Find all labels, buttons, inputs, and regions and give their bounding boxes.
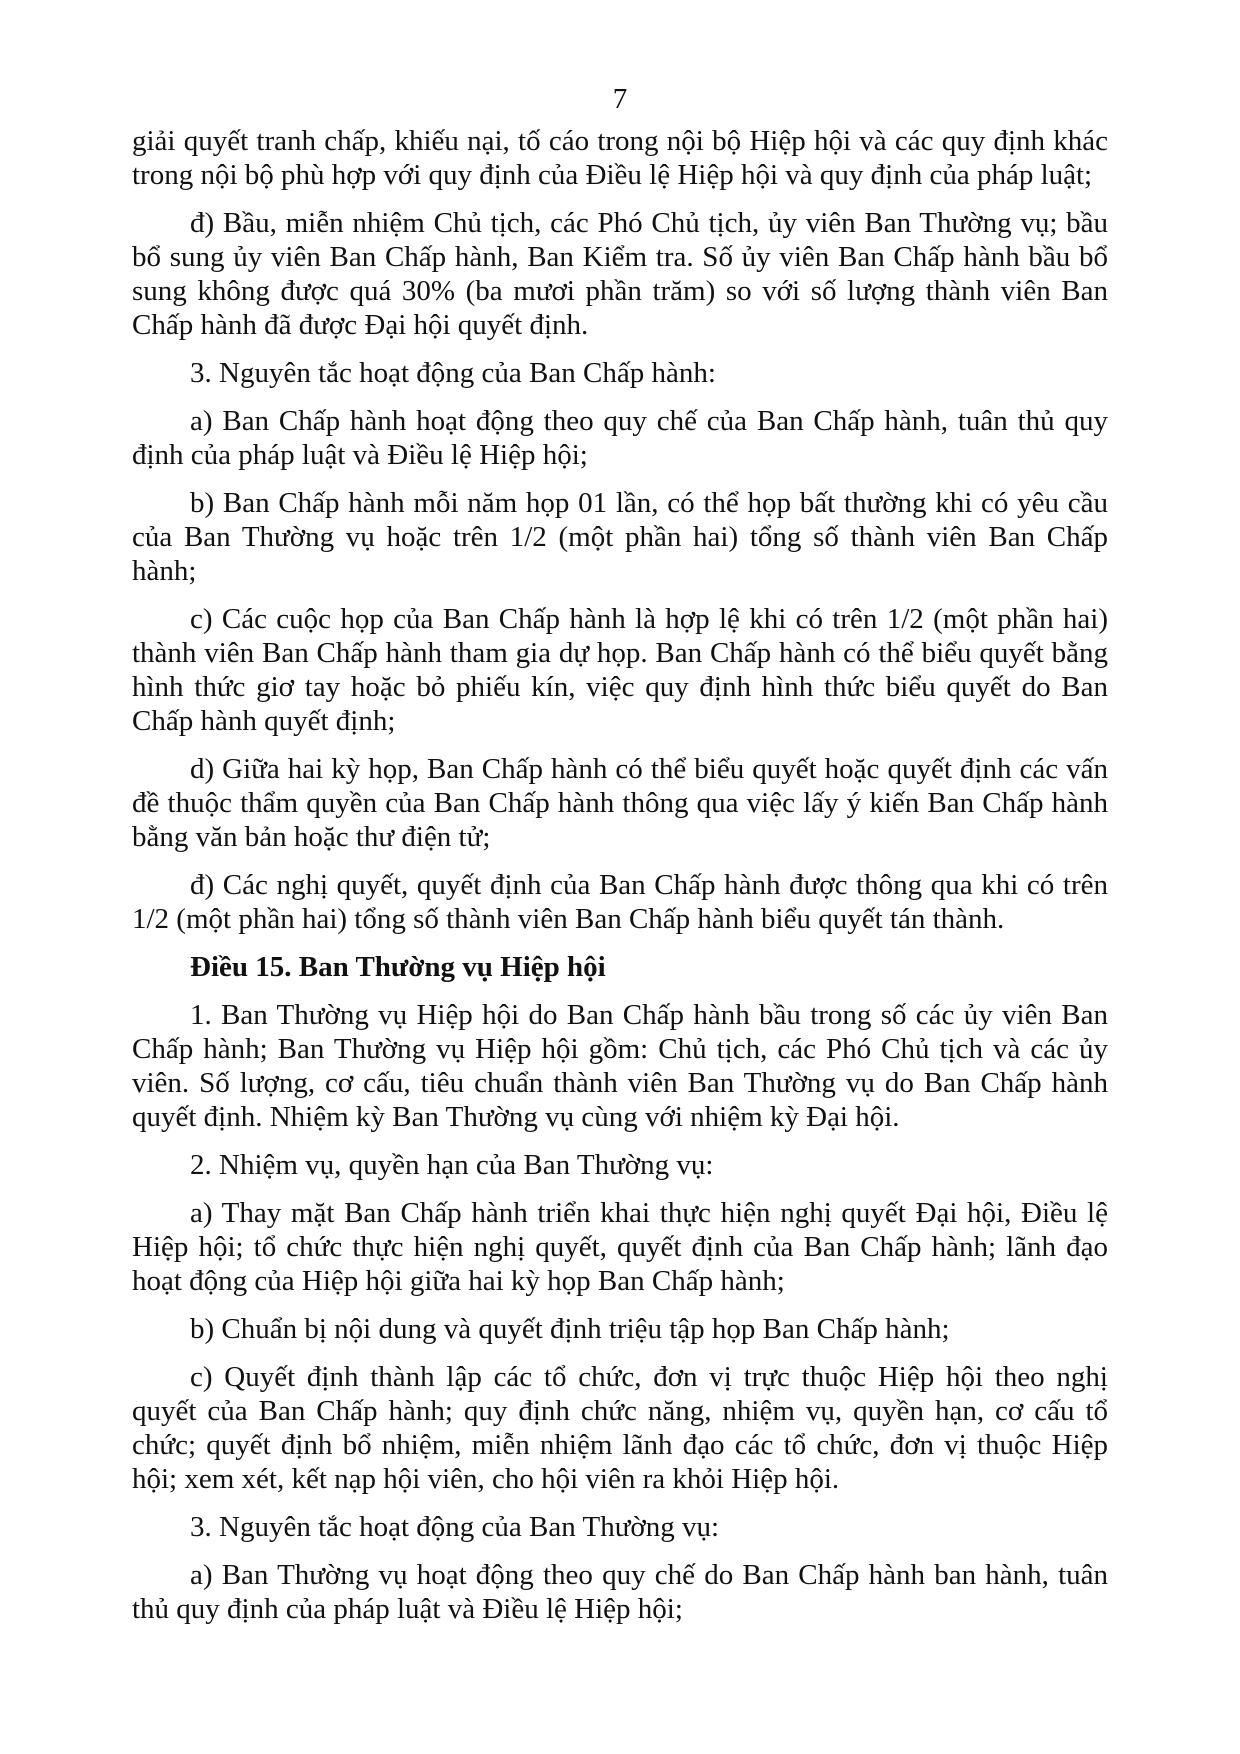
paragraph: đ) Bầu, miễn nhiệm Chủ tịch, các Phó Chủ tịch, ủy viên Ban Thường vụ; bầu bổ sung ủy viên Ban Chấp hành, Ban Kiểm tra. Số ủy viên Ban Chấp hành bầu bổ sung không được quá 30% (ba mươi phần trăm) so với số lượng thành viên Ban Chấp hành đã được Đại hội quyết định. <box>132 207 1108 341</box>
paragraph: b) Chuẩn bị nội dung và quyết định triệu tập họp Ban Chấp hành; <box>190 1313 950 1345</box>
document-body <box>132 124 1108 1626</box>
page-number: 7 <box>612 83 628 115</box>
paragraph: c) Quyết định thành lập các tổ chức, đơn vị trực thuộc Hiệp hội theo nghị quyết của Ban Chấp hành; quy định chức năng, nhiệm vụ, quyền hạn, cơ cấu tổ chức; quyết định bổ nhiệm, miễn nhiệm lãnh đạo các tổ chức, đơn vị thuộc Hiệp hội; xem xét, kết nạp hội viên, cho hội viên ra khỏi Hiệp hội. <box>132 1361 1108 1495</box>
paragraph: d) Giữa hai kỳ họp, Ban Chấp hành có thể biểu quyết hoặc quyết định các vấn đề thuộc thẩm quyền của Ban Chấp hành thông qua việc lấy ý kiến Ban Chấp hành bằng văn bản hoặc thư điện tử; <box>132 753 1108 853</box>
paragraph: 2. Nhiệm vụ, quyền hạn của Ban Thường vụ: <box>190 1149 714 1181</box>
paragraph: 3. Nguyên tắc hoạt động của Ban Chấp hành: <box>190 357 716 389</box>
paragraph: a) Ban Chấp hành hoạt động theo quy chế của Ban Chấp hành, tuân thủ quy định của pháp luật và Điều lệ Hiệp hội; <box>132 405 1108 471</box>
paragraph: 1. Ban Thường vụ Hiệp hội do Ban Chấp hành bầu trong số các ủy viên Ban Chấp hành; Ban Thường vụ Hiệp hội gồm: Chủ tịch, các Phó Chủ tịch và các ủy viên. Số lượng, cơ cấu, tiêu chuẩn thành viên Ban Thường vụ do Ban Chấp hành quyết định. Nhiệm kỳ Ban Thường vụ cùng với nhiệm kỳ Đại hội. <box>132 999 1108 1133</box>
paragraph: a) Thay mặt Ban Chấp hành triển khai thực hiện nghị quyết Đại hội, Điều lệ Hiệp hội; tổ chức thực hiện nghị quyết, quyết định của Ban Chấp hành; lãnh đạo hoạt động của Hiệp hội giữa hai kỳ họp Ban Chấp hành; <box>132 1197 1108 1297</box>
paragraph: đ) Các nghị quyết, quyết định của Ban Chấp hành được thông qua khi có trên 1/2 (một phần hai) tổng số thành viên Ban Chấp hành biểu quyết tán thành. <box>132 869 1108 935</box>
article-heading: Điều 15. Ban Thường vụ Hiệp hội <box>190 951 606 983</box>
paragraph: giải quyết tranh chấp, khiếu nại, tố cáo trong nội bộ Hiệp hội và các quy định khác trong nội bộ phù hợp với quy định của Điều lệ Hiệp hội và quy định của pháp luật; <box>132 125 1108 191</box>
paragraph: a) Ban Thường vụ hoạt động theo quy chế do Ban Chấp hành ban hành, tuân thủ quy định của pháp luật và Điều lệ Hiệp hội; <box>132 1559 1108 1625</box>
paragraph: b) Ban Chấp hành mỗi năm họp 01 lần, có thể họp bất thường khi có yêu cầu của Ban Thường vụ hoặc trên 1/2 (một phần hai) tổng số thành viên Ban Chấp hành; <box>132 487 1108 587</box>
paragraph: c) Các cuộc họp của Ban Chấp hành là hợp lệ khi có trên 1/2 (một phần hai) thành viên Ban Chấp hành tham gia dự họp. Ban Chấp hành có thể biểu quyết bằng hình thức giơ tay hoặc bỏ phiếu kín, việc quy định hình thức biểu quyết do Ban Chấp hành quyết định; <box>132 603 1108 737</box>
paragraph: 3. Nguyên tắc hoạt động của Ban Thường vụ: <box>190 1511 720 1543</box>
